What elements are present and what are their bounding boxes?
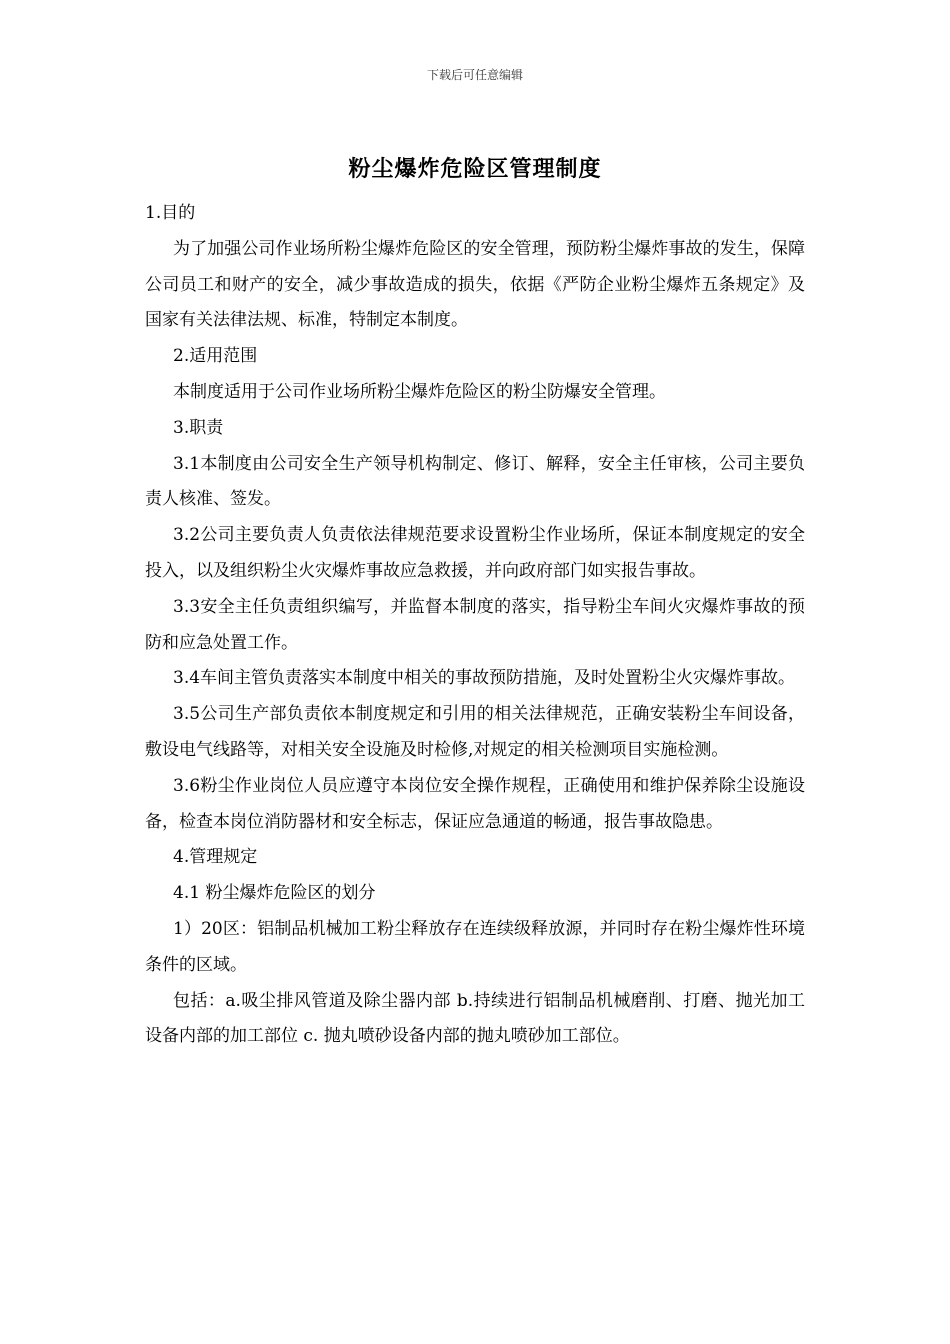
paragraph: 3.3安全主任负责组织编写，并监督本制度的落实，指导粉尘车间火灾爆炸事故的预防和应急处置工作。 — [145, 596, 805, 653]
paragraph: 4.管理规定 — [173, 847, 258, 868]
paragraph: 3.2公司主要负责人负责依法律规范要求设置粉尘作业场所，保证本制度规定的安全投入，以及组织粉尘火灾爆炸事故应急救援，并向政府部门如实报告事故。 — [145, 525, 805, 581]
paragraph: 3.6粉尘作业岗位人员应遵守本岗位安全操作规程，正确使用和维护保养除尘设施设备，检查本岗位消防器材和安全标志，保证应急通道的畅通，报告事故隐患。 — [145, 775, 805, 832]
header-note: 下载后可任意编辑 — [426, 68, 523, 82]
paragraph: 1.目的 — [145, 203, 196, 223]
document-title: 粉尘爆炸危险区管理制度 — [348, 156, 602, 182]
paragraph: 3.4车间主管负责落实本制度中相关的事故预防措施，及时处置粉尘火灾爆炸事故。 — [173, 668, 796, 689]
document-body — [145, 196, 805, 1055]
paragraph: 为了加强公司作业场所粉尘爆炸危险区的安全管理，预防粉尘爆炸事故的发生，保障公司员工和财产的安全，减少事故造成的损失，依据《严防企业粉尘爆炸五条规定》及国家有关法律法规、标准，特制定本制度。 — [145, 238, 805, 331]
paragraph: 3.5公司生产部负责依本制度规定和引用的相关法律规范，正确安装粉尘车间设备，敷设电气线路等，对相关安全设施及时检修,对规定的相关检测项目实施检测。 — [145, 704, 805, 760]
paragraph: 4.1 粉尘爆炸危险区的划分 — [173, 883, 376, 904]
paragraph: 3.1本制度由公司安全生产领导机构制定、修订、解释，安全主任审核，公司主要负责人核准、签发。 — [145, 453, 805, 510]
paragraph: 3.职责 — [173, 417, 224, 438]
paragraph: 包括：a.吸尘排风管道及除尘器内部 b.持续进行铝制品机械磨削、打磨、抛光加工设备内部的加工部位 c. 抛丸喷砂设备内部的抛丸喷砂加工部位。 — [145, 990, 805, 1047]
paragraph: 本制度适用于公司作业场所粉尘爆炸危险区的粉尘防爆安全管理。 — [173, 381, 666, 402]
paragraph: 1）20区：铝制品机械加工粉尘释放存在连续级释放源，并同时存在粉尘爆炸性环境条件的区域。 — [145, 918, 805, 975]
paragraph: 2.适用范围 — [173, 346, 258, 367]
